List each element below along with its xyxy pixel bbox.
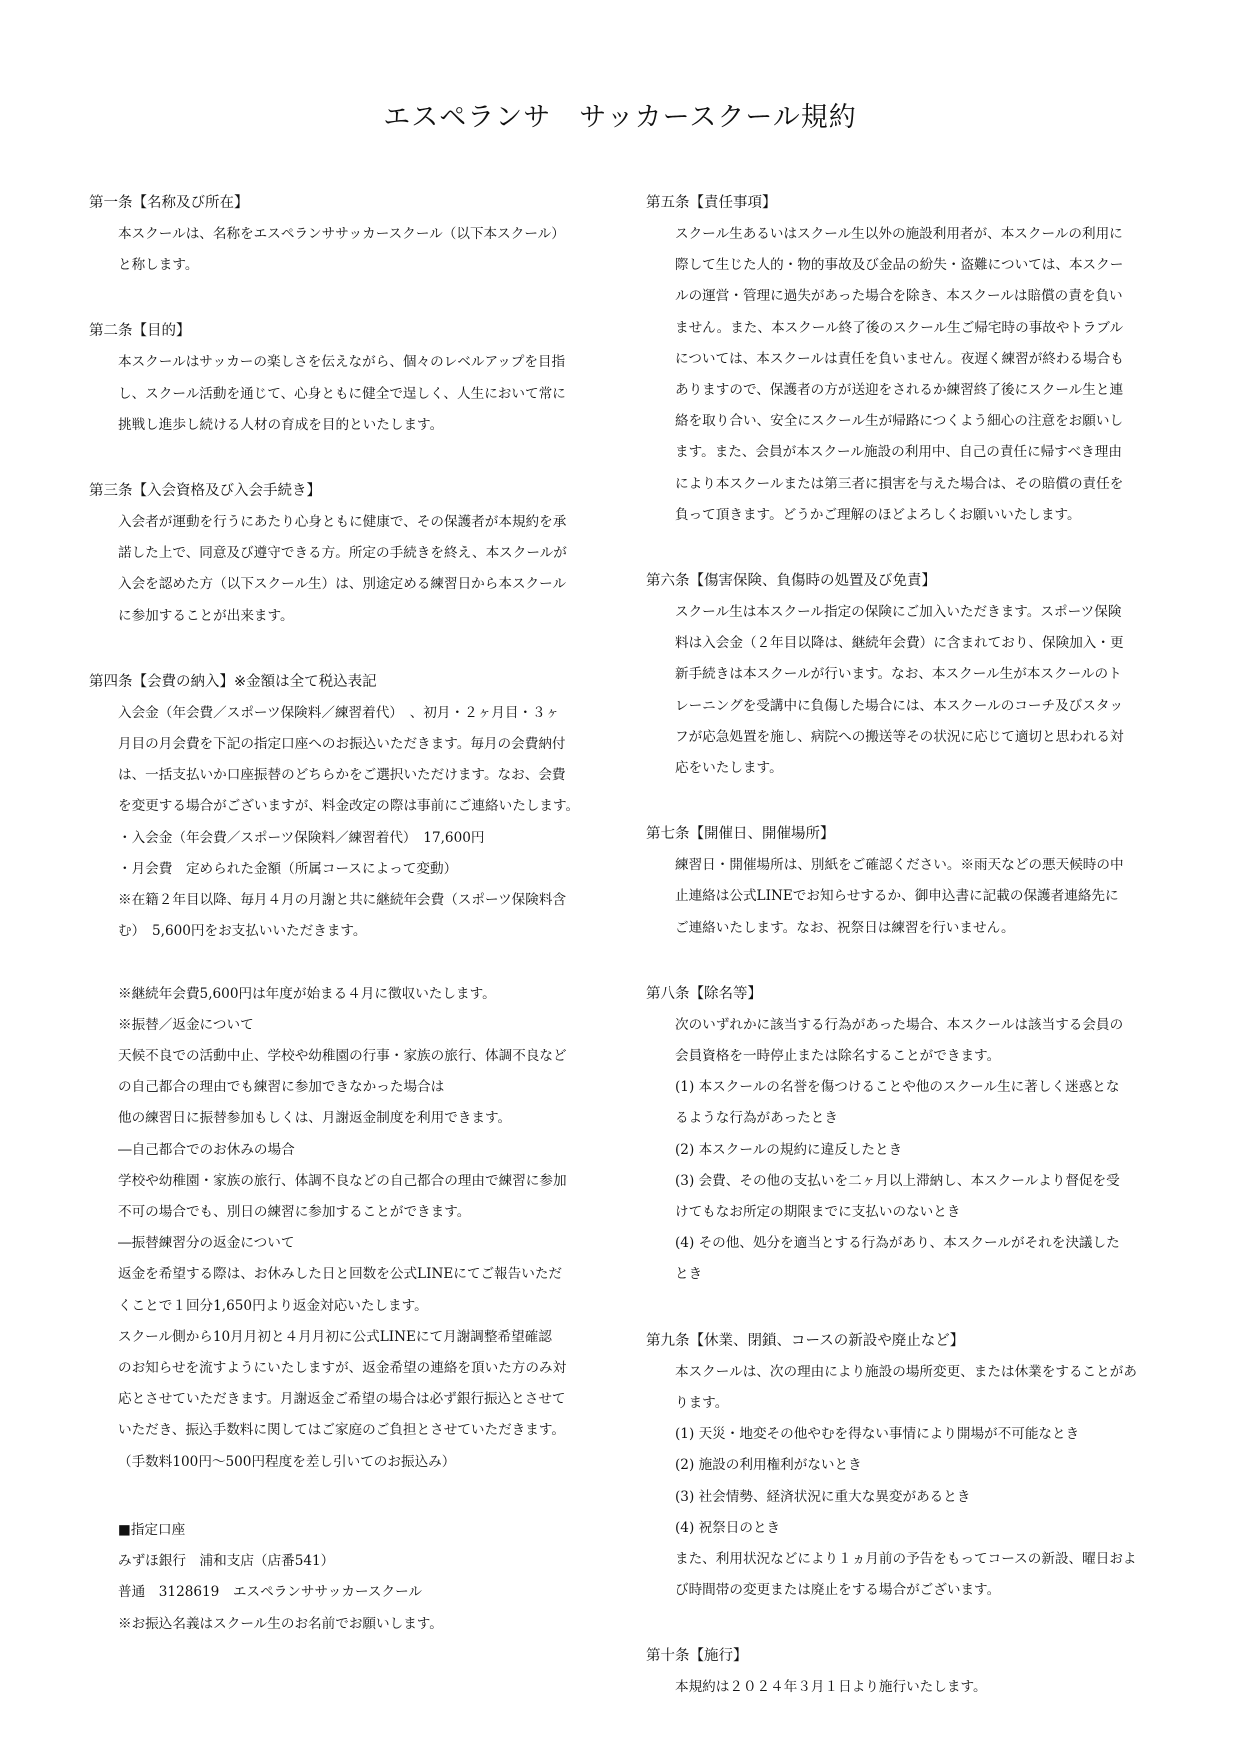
article-line: 絡を取り合い、安全にスクール生が帰路につくよう細心の注意をお願いし: [675, 413, 1124, 430]
article-line: ます。また、会員が本スクール施設の利用中、自己の責任に帰すべき理由: [675, 444, 1122, 461]
article-line: と称します。: [118, 257, 199, 274]
article-heading: 第一条【名称及び所在】: [89, 195, 249, 211]
article-line: は、一括支払いか口座振替のどちらかをご選択いただけます。なお、会費: [118, 767, 566, 784]
article-line: 応をいたします。: [675, 760, 783, 777]
article-line: 諾した上で、同意及び遵守できる方。所定の手続きを終え、本スクールが: [118, 545, 567, 562]
article-line: 天候不良での活動中止、学校や幼稚園の行事・家族の旅行、体調不良など: [118, 1048, 567, 1065]
article-line: ・入会金（年会費／スポーツ保険料／練習着代） 17,600円: [118, 829, 485, 846]
bank-account-line: みずほ銀行 浦和支店（店番541）: [118, 1553, 335, 1570]
article-line: とき: [675, 1266, 703, 1283]
article-line: び時間帯の変更または廃止をする場合がございます。: [675, 1582, 1001, 1599]
article-heading: 第八条【除名等】: [646, 985, 762, 1002]
article-line: 返金を希望する際は、お休みした日と回数を公式LINEにてご報告いただ: [118, 1266, 563, 1283]
article-heading: 第四条【会費の納入】※金額は全て税込表記: [89, 673, 377, 690]
article-line: 練習日・開催場所は、別紙をご確認ください。※雨天などの悪天候時の中: [675, 857, 1124, 874]
article-line: スクール側から10月月初と４月月初に公式LINEにて月謝調整希望確認: [118, 1328, 552, 1345]
article-line: 学校や幼稚園・家族の旅行、体調不良などの自己都合の理由で練習に参加: [118, 1172, 567, 1189]
bank-account-line: ※お振込名義はスクール生のお名前でお願いします。: [118, 1615, 443, 1632]
right-article-5: [646, 1326, 1166, 1607]
article-line: 他の練習日に振替参加もしくは、月謝返金制度を利用できます。: [118, 1110, 512, 1127]
article-line: し、スクール活動を通じて、心身ともに健全で逞しく、人生において常に: [118, 385, 566, 402]
article-line: ご連絡いたします。なお、祝祭日は練習を行いません。: [675, 919, 1015, 936]
article-line: また、利用状況などにより１ヵ月前の予告をもってコースの新設、曜日およ: [675, 1550, 1137, 1567]
blank-line: [89, 1484, 609, 1515]
article-line: を変更する場合がございますが、料金改定の際は事前にご連絡いたします。: [118, 798, 580, 815]
document-title: エスペランサ サッカースクール規約: [383, 102, 857, 133]
article-line: 入会者が運動を行うにあたり心身ともに健康で、その保護者が本規約を承: [118, 514, 567, 531]
article-line: ―振替練習分の返金について: [118, 1235, 295, 1252]
article-line: (3) 社会情勢、経済状況に重大な異変があるとき: [675, 1488, 971, 1505]
right-article-6: [646, 1641, 1166, 1703]
article-line: 本スクールは、次の理由により施設の場所変更、または休業をすることがあ: [675, 1363, 1137, 1380]
blank-line: [89, 947, 609, 978]
article-line: 際して生じた人的・物的事故及び金品の紛失・盗難については、本スクー: [675, 257, 1124, 274]
article-line: ※在籍２年目以降、毎月４月の月謝と共に継続年会費（スポーツ保険料含: [118, 892, 567, 909]
article-heading: 第九条【休業、閉鎖、コースの新設や廃止など】: [646, 1332, 965, 1349]
article-line: ありますので、保護者の方が送迎をされるか練習終了後にスクール生と連: [675, 382, 1124, 399]
article-line: 会員資格を一時停止または除名することができます。: [675, 1048, 1001, 1065]
right-article-1: [646, 188, 1166, 531]
article-line: (4) その他、処分を適当とする行為があり、本スクールがそれを決議した: [675, 1235, 1120, 1252]
article-line: 入会を認めた方（以下スクール生）は、別途定める練習日から本スクール: [118, 576, 567, 593]
bank-account-line: 普通 3128619 エスペランササッカースクール: [118, 1584, 423, 1601]
article-line: のお知らせを流すようにいたしますが、返金希望の連絡を頂いた方のみ対: [118, 1360, 567, 1377]
article-line: ルの運営・管理に過失があった場合を除き、本スクールは賠償の責を負い: [675, 288, 1123, 305]
left-column: [89, 188, 609, 1640]
article-line: ません。また、本スクール終了後のスクール生ご帰宅時の事故やトラブル: [675, 319, 1124, 336]
right-article-3: [646, 819, 1166, 944]
article-heading: 第七条【開催日、開催場所】: [646, 826, 835, 843]
article-line: いただき、振込手数料に関してはご家庭のご負担とさせていただきます。: [118, 1422, 565, 1439]
article-line: くことで１回分1,650円より返金対応いたします。: [118, 1297, 428, 1314]
article-line: (3) 会費、その他の支払いを二ヶ月以上滞納し、本スクールより督促を受: [675, 1172, 1120, 1189]
article-line: の自己都合の理由でも練習に参加できなかった場合は: [118, 1079, 445, 1096]
article-line: 応とさせていただきます。月謝返金ご希望の場合は必ず銀行振込とさせて: [118, 1391, 566, 1408]
article-line: ―自己都合でのお休みの場合: [118, 1141, 295, 1158]
article-line: む） 5,600円をお支払いいただきます。: [118, 923, 367, 940]
article-line: により本スクールまたは第三者に損害を与えた場合は、その賠償の責任を: [675, 475, 1124, 492]
article-heading: 第三条【入会資格及び入会手続き】: [89, 483, 321, 500]
right-article-4: [646, 979, 1166, 1291]
article-heading: 第十条【施行】: [646, 1648, 748, 1665]
article-heading: 第二条【目的】: [89, 323, 191, 340]
article-line: ※継続年会費5,600円は年度が始まる４月に徴収いたします。: [118, 985, 496, 1002]
article-line: 料は入会金（２年目以降は、継続年会費）に含まれており、保険加入・更: [675, 635, 1124, 652]
left-article-3: [89, 476, 609, 632]
right-column: [646, 188, 1166, 1739]
article-line: 次のいずれかに該当する行為があった場合、本スクールは該当する会員の: [675, 1016, 1124, 1033]
article-line: スクール生は本スクール指定の保険にご加入いただきます。スポーツ保険: [675, 604, 1122, 621]
article-line: 本スクールは、名称をエスペランササッカースクール（以下本スクール）: [118, 226, 565, 242]
article-line: 月目の月会費を下記の指定口座へのお振込いただきます。毎月の会費納付: [118, 736, 566, 753]
article-line: るような行為があったとき: [675, 1110, 838, 1127]
article-line: ※振替／返金について: [118, 1016, 254, 1033]
article-line: 新手続きは本スクールが行います。なお、本スクール生が本スクールのト: [675, 666, 1122, 683]
article-line: 不可の場合でも、別日の練習に参加することができます。: [118, 1204, 471, 1221]
article-line: レーニングを受講中に負傷した場合には、本スクールのコーチ及びスタッ: [675, 697, 1124, 714]
article-line: フが応急処置を施し、病院への搬送等その状況に応じて適切と思われる対: [675, 728, 1124, 745]
article-line: に参加することが出来ます。: [118, 607, 294, 624]
article-line: (2) 本スクールの規約に違反したとき: [675, 1141, 903, 1158]
article-line: (1) 天災・地変その他やむを得ない事情により開場が不可能なとき: [675, 1426, 1080, 1443]
bank-account-heading: ■指定口座: [118, 1522, 186, 1539]
article-line: (4) 祝祭日のとき: [675, 1519, 781, 1536]
article-line: については、本スクールは責任を負いません。夜遅く練習が終わる場合も: [675, 350, 1124, 367]
article-line: 本規約は２０２４年３月１日より施行いたします。: [675, 1679, 987, 1696]
left-article-1: [89, 188, 609, 281]
left-article-2: [89, 316, 609, 441]
article-line: 本スクールはサッカーの楽しさを伝えながら、個々のレベルアップを目指: [118, 354, 566, 371]
bank-account-block: [89, 1484, 609, 1640]
article-line: (2) 施設の利用権利がないとき: [675, 1457, 862, 1474]
article-line: ・月会費 定められた金額（所属コースによって変動）: [118, 860, 458, 877]
article-line: ります。: [675, 1394, 729, 1411]
article-line: 挑戦し進歩し続ける人材の育成を目的といたします。: [118, 416, 444, 433]
article-line: スクール生あるいはスクール生以外の施設利用者が、本スクールの利用に: [675, 226, 1123, 242]
article-line: 止連絡は公式LINEでお知らせするか、御申込書に記載の保護者連絡先に: [675, 888, 1119, 905]
article-heading: 第六条【傷害保険、負傷時の処置及び免責】: [646, 573, 936, 590]
left-article-4: [89, 667, 609, 1478]
article-line: けてもなお所定の期限までに支払いのないとき: [675, 1204, 961, 1221]
article-line: 入会金（年会費／スポーツ保険料／練習着代） 、初月・２ヶ月目・３ヶ: [118, 704, 560, 721]
article-line: (1) 本スクールの名誉を傷つけることや他のスクール生に著しく迷惑とな: [675, 1079, 1120, 1096]
article-line: 負って頂きます。どうかご理解のほどよろしくお願いいたします。: [675, 506, 1081, 523]
article-heading: 第五条【責任事項】: [646, 195, 777, 211]
article-line: （手数料100円～500円程度を差し引いてのお振込み）: [118, 1453, 456, 1470]
right-article-2: [646, 566, 1166, 784]
